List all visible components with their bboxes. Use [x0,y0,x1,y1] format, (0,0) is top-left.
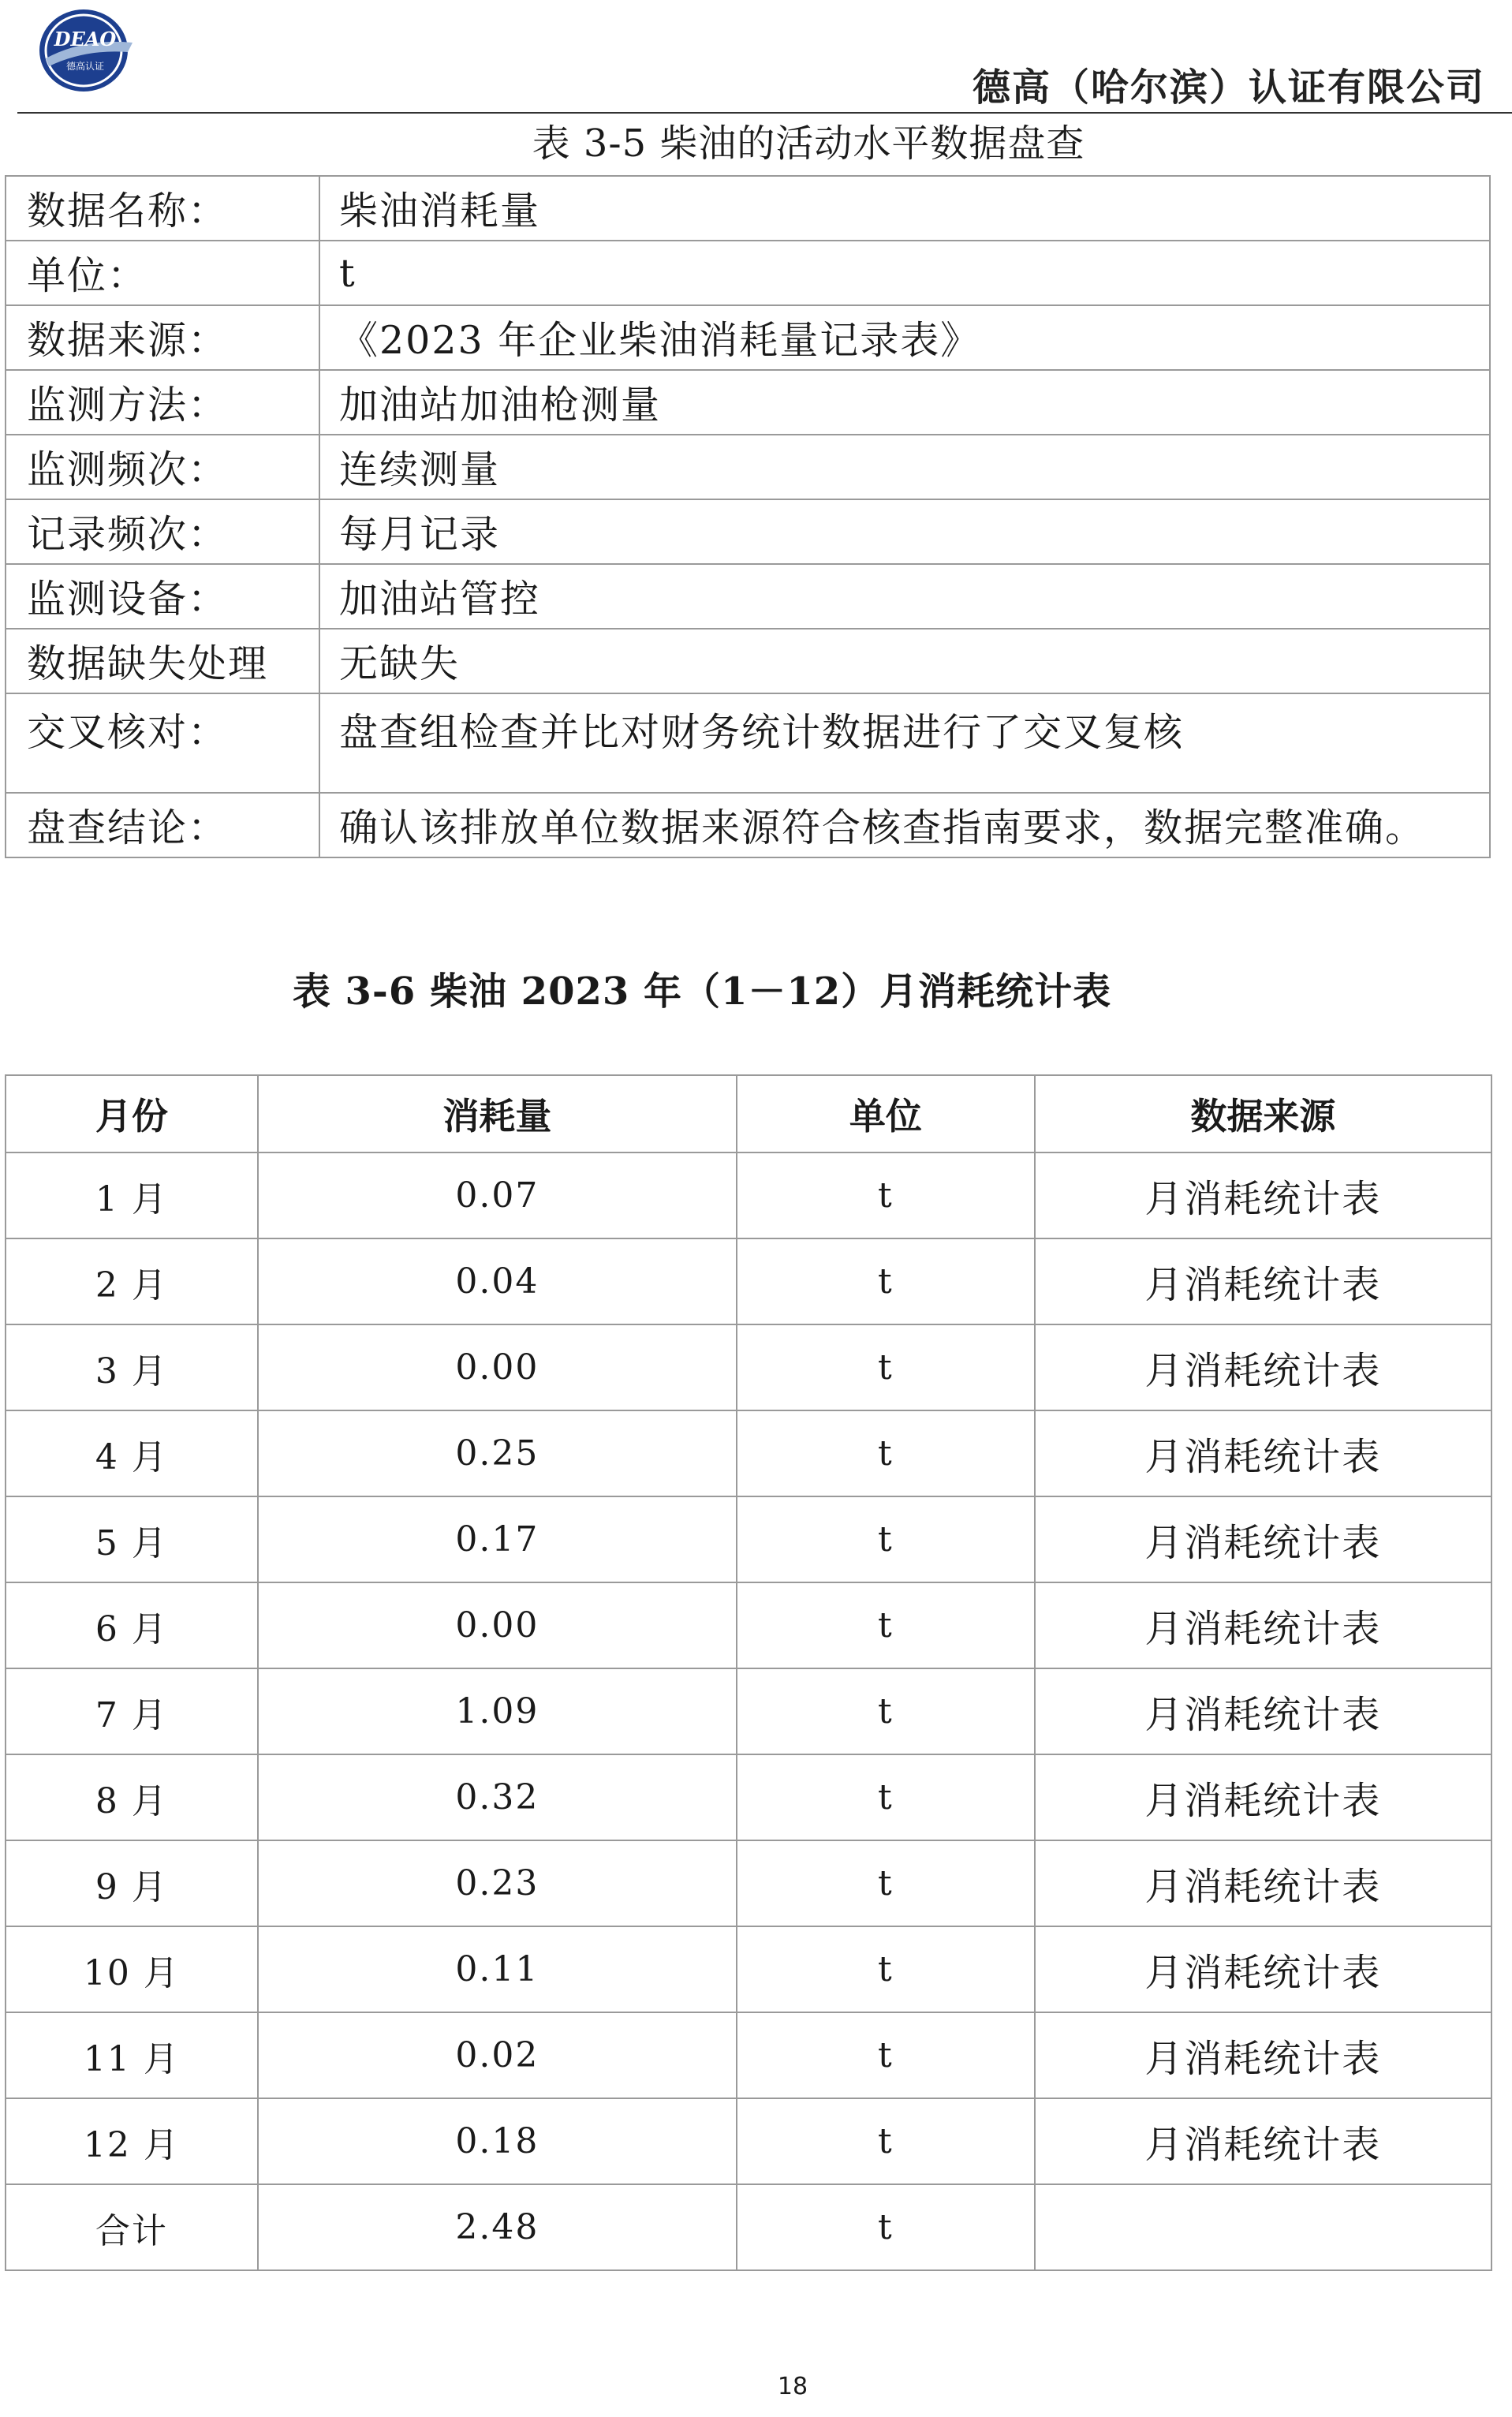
month-cell: 3 月 [6,1324,258,1410]
source-cell: 月消耗统计表 [1035,1668,1491,1754]
month-cell: 4 月 [6,1410,258,1496]
source-cell: 月消耗统计表 [1035,1840,1491,1926]
monthly-consumption-table-body [6,1152,1491,2270]
table-row [6,305,1490,370]
field-value: 无缺失 [319,629,1490,693]
field-label: 数据缺失处理 [6,629,319,693]
table-row [6,629,1490,693]
month-cell: 8 月 [6,1754,258,1840]
table-row [6,1926,1491,2012]
table-3-6-caption: 表 3-6 柴油 2023 年（1－12）月消耗统计表 [292,969,1112,1014]
amount-cell: 0.17 [258,1496,737,1582]
field-label: 交叉核对： [6,693,319,793]
amount-cell: 0.04 [258,1238,737,1324]
source-cell: 月消耗统计表 [1035,1238,1491,1324]
amount-cell: 0.00 [258,1582,737,1668]
unit-cell: t [737,1324,1035,1410]
source-cell [1035,2184,1491,2270]
amount-cell: 2.48 [258,2184,737,2270]
unit-cell: t [737,1152,1035,1238]
unit-cell: t [737,2012,1035,2098]
page-number: 18 [777,2373,808,2400]
company-logo [35,6,137,95]
field-label: 监测设备： [6,564,319,629]
table-row [6,1152,1491,1238]
column-header-month: 月份 [6,1075,258,1152]
table-row [6,1324,1491,1410]
month-cell: 5 月 [6,1496,258,1582]
field-label: 记录频次： [6,499,319,564]
table-row [6,1754,1491,1840]
amount-cell: 1.09 [258,1668,737,1754]
source-cell: 月消耗统计表 [1035,1410,1491,1496]
field-value: 连续测量 [319,435,1490,499]
source-cell: 月消耗统计表 [1035,2098,1491,2184]
table-row [6,1668,1491,1754]
activity-data-table [5,175,1491,858]
amount-cell: 0.25 [258,1410,737,1496]
logo-text: DEAO [54,28,117,50]
amount-cell: 0.32 [258,1754,737,1840]
amount-cell: 0.11 [258,1926,737,2012]
field-label: 监测频次： [6,435,319,499]
logo-subtext: 德高认证 [65,61,105,72]
unit-cell: t [737,1582,1035,1668]
month-cell: 10 月 [6,1926,258,2012]
field-label: 盘查结论： [6,793,319,857]
unit-cell: t [737,1926,1035,2012]
table-row [6,1582,1491,1668]
source-cell: 月消耗统计表 [1035,2012,1491,2098]
amount-cell: 0.18 [258,2098,737,2184]
unit-cell: t [737,2098,1035,2184]
unit-cell: t [737,1754,1035,1840]
month-cell: 2 月 [6,1238,258,1324]
source-cell: 月消耗统计表 [1035,1496,1491,1582]
field-value: 柴油消耗量 [319,176,1490,241]
unit-cell: t [737,1238,1035,1324]
source-cell: 月消耗统计表 [1035,1754,1491,1840]
unit-cell: t [737,1840,1035,1926]
field-label: 单位： [6,241,319,305]
table-row [6,564,1490,629]
table-3-5-caption: 表 3-5 柴油的活动水平数据盘查 [532,121,1085,166]
table-row [6,2184,1491,2270]
table-row [6,2012,1491,2098]
field-value: 每月记录 [319,499,1490,564]
table-row [6,1840,1491,1926]
table-row [6,241,1490,305]
activity-data-table-body [6,176,1490,857]
unit-cell: t [737,1668,1035,1754]
field-value: 加油站加油枪测量 [319,370,1490,435]
source-cell: 月消耗统计表 [1035,1152,1491,1238]
month-cell: 9 月 [6,1840,258,1926]
field-value: 确认该排放单位数据来源符合核查指南要求，数据完整准确。 [319,793,1490,857]
month-cell: 7 月 [6,1668,258,1754]
month-cell: 6 月 [6,1582,258,1668]
unit-cell: t [737,1410,1035,1496]
field-value: 盘查组检查并比对财务统计数据进行了交叉复核 [319,693,1490,793]
month-cell: 11 月 [6,2012,258,2098]
table-row [6,1496,1491,1582]
table-row [6,2098,1491,2184]
source-cell: 月消耗统计表 [1035,1582,1491,1668]
header-divider [17,112,1512,114]
column-header-amount: 消耗量 [258,1075,737,1152]
table-row [6,499,1490,564]
table-row [6,176,1490,241]
table-row [6,793,1490,857]
amount-cell: 0.07 [258,1152,737,1238]
field-label: 数据来源： [6,305,319,370]
table-row [6,370,1490,435]
column-header-source: 数据来源 [1035,1075,1491,1152]
field-value: 《2023 年企业柴油消耗量记录表》 [319,305,1490,370]
monthly-consumption-table [5,1074,1492,2271]
amount-cell: 0.00 [258,1324,737,1410]
field-label: 监测方法： [6,370,319,435]
unit-cell: t [737,2184,1035,2270]
amount-cell: 0.02 [258,2012,737,2098]
field-value: 加油站管控 [319,564,1490,629]
field-label: 数据名称： [6,176,319,241]
column-header-unit: 单位 [737,1075,1035,1152]
table-row [6,1238,1491,1324]
table-row [6,435,1490,499]
month-cell: 合计 [6,2184,258,2270]
company-name: 德高（哈尔滨）认证有限公司 [972,65,1485,110]
table-row [6,693,1490,793]
unit-cell: t [737,1496,1035,1582]
source-cell: 月消耗统计表 [1035,1926,1491,2012]
month-cell: 1 月 [6,1152,258,1238]
table-row [6,1410,1491,1496]
table-header-row [6,1075,1491,1152]
month-cell: 12 月 [6,2098,258,2184]
amount-cell: 0.23 [258,1840,737,1926]
field-value: t [319,241,1490,305]
source-cell: 月消耗统计表 [1035,1324,1491,1410]
